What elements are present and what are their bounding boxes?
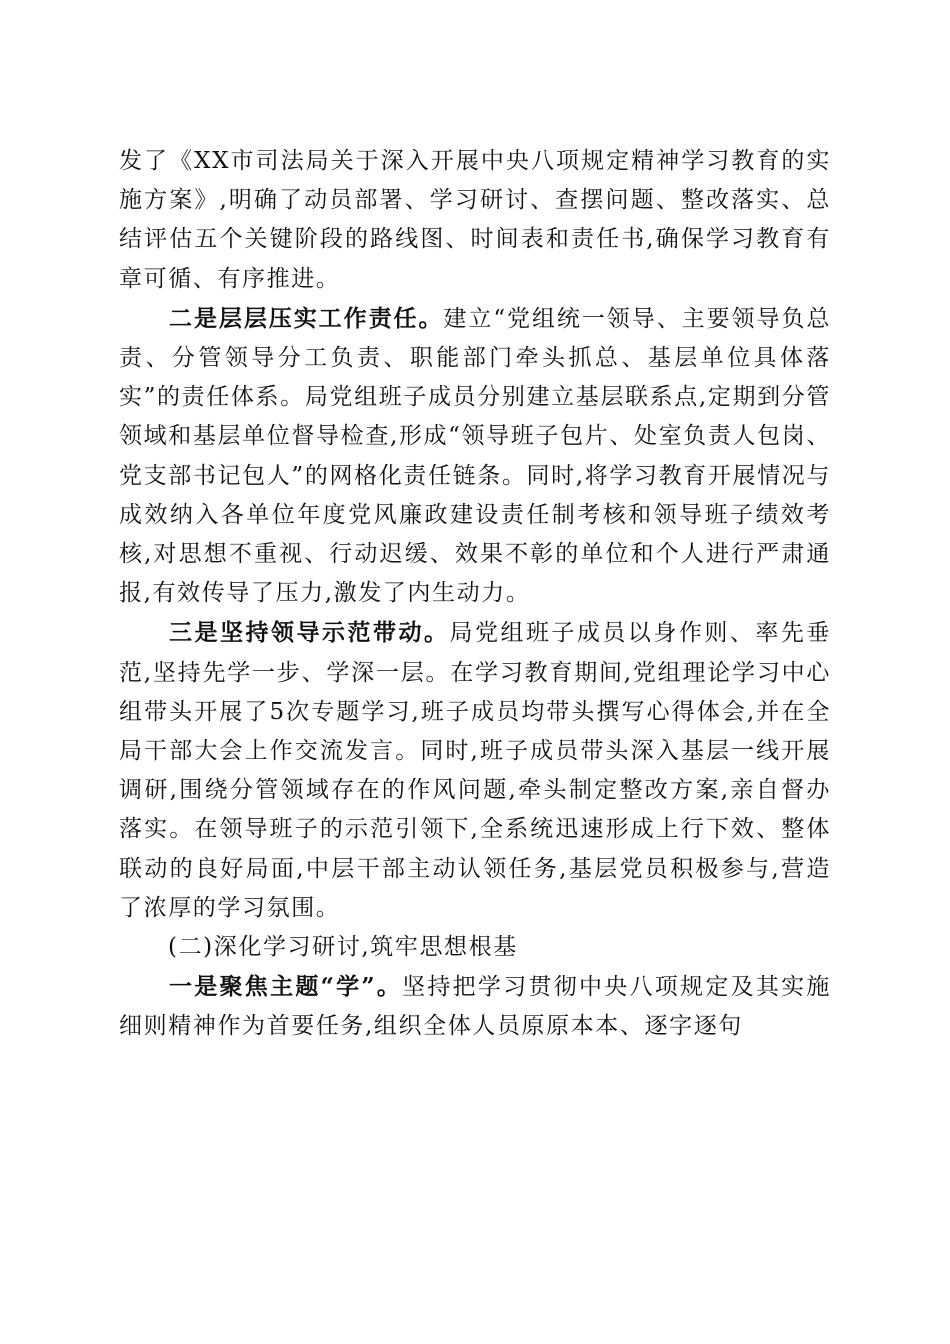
paragraph-text: 坚持把学习贯彻中央八项规定及其实施细则精神作为首要任务,组织全体人员原原本本、逐字逐句 xyxy=(119,974,831,1040)
paragraph-text: 建立“党组统一领导、主要领导负总责、分管领导分工负责、职能部门牵头抓总、基层单位具体落实”的责任体系。局党组班子成员分别建立基层联系点,定期到分管领域和基层单位督导检查,形成“领导班子包片、处室负责人包岗、党支部书记包人”的网格化责任链条。同时,将学习教育开展情况与成效纳入各单位年度党风廉政建设责任制考核和领导班子绩效考核,对思想不重视、行动迟缓、效果不彰的单位和个人进行严肃通报,有效传导了压力,激发了内生动力。 xyxy=(119,305,831,607)
paragraph-continuation xyxy=(119,142,831,299)
paragraph-leadership xyxy=(119,613,831,928)
paragraph-lead: 二是层层压实工作责任。 xyxy=(169,304,444,332)
paragraph-text: 发了《XX市司法局关于深入开展中央八项规定精神学习教育的实施方案》,明确了动员部署、学习研讨、查摆问题、整改落实、总结评估五个关键阶段的路线图、时间表和责任书,确保学习教育有章可循、有序推进。 xyxy=(119,148,831,292)
paragraph-text: 局党组班子成员以身作则、率先垂范,坚持先学一步、学深一层。在学习教育期间,党组理论学习中心组带头开展了5次专题学习,班子成员均带头撰写心得体会,并在全局干部大会上作交流发言。同时,班子成员带头深入基层一线开展调研,围绕分管领域存在的作风问题,牵头制定整改方案,亲自督办落实。在领导班子的示范引领下,全系统迅速形成上行下效、整体联动的良好局面,中层干部主动认领任务,基层党员积极参与,营造了浓厚的学习氛围。 xyxy=(119,620,831,921)
paragraph-study-focus xyxy=(119,967,831,1046)
section-heading: (二)深化学习研讨,筑牢思想根基 xyxy=(168,934,518,961)
paragraph-responsibility xyxy=(119,299,831,614)
paragraph-lead: 三是坚持领导示范带动。 xyxy=(169,619,450,647)
document-body xyxy=(119,142,831,1047)
paragraph-lead: 一是聚焦主题“学”。 xyxy=(169,973,403,1001)
